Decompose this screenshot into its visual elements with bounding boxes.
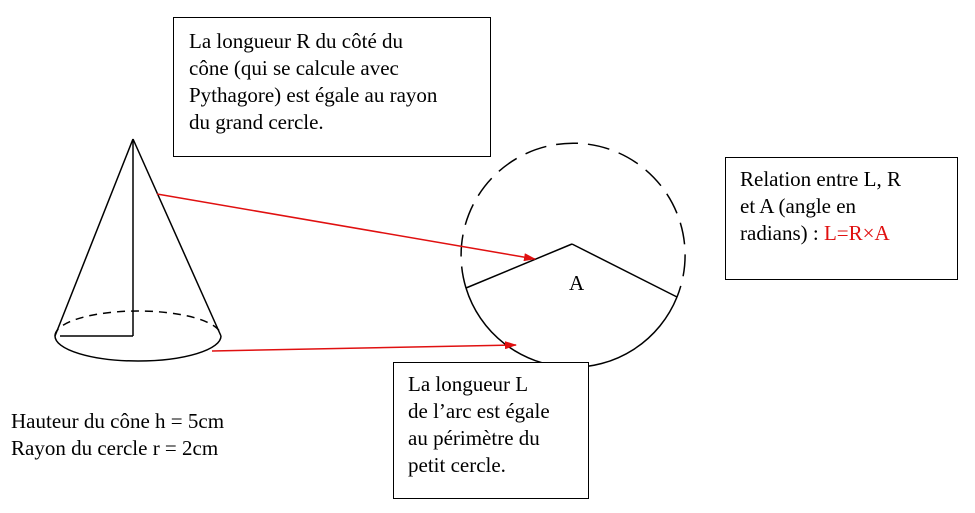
box-l-line: au périmètre du — [408, 426, 540, 450]
box-l-line: petit cercle. — [408, 453, 506, 477]
sector-right-radius — [572, 244, 677, 297]
box-r-line: cône (qui se calcule avec — [189, 56, 399, 80]
large-circle-solid-arc — [466, 288, 677, 367]
relation-box — [725, 157, 958, 280]
arc-length-box — [393, 362, 589, 499]
relation-prefix: radians) : — [740, 221, 824, 245]
cone-height-text: Hauteur du cône h = 5cm — [11, 409, 225, 433]
cone-side-length-box — [173, 17, 491, 157]
cone-base-back-arc — [55, 311, 221, 336]
cone — [55, 139, 221, 361]
relation-line: Relation entre L, R — [740, 167, 901, 191]
relation-last-line — [740, 220, 957, 247]
box-r-line: La longueur R du côté du — [189, 29, 404, 53]
box-l-line: de l’arc est égale — [408, 399, 550, 423]
large-circle — [461, 143, 685, 367]
circle-radius-text: Rayon du cercle r = 2cm — [11, 436, 219, 460]
box-r-line: Pythagore) est égale au rayon — [189, 83, 438, 107]
relation-line: et A (angle en — [740, 194, 857, 218]
cone-left-side — [55, 139, 133, 336]
box-r-line: du grand cercle. — [189, 110, 324, 134]
given-values — [11, 408, 224, 462]
cone-base-front-arc — [55, 336, 221, 361]
arrow-side-to-radius — [157, 194, 535, 259]
cone-right-side — [133, 139, 221, 336]
angle-label: A — [569, 271, 585, 295]
relation-formula: L=R×A — [823, 221, 890, 245]
box-l-line: La longueur L — [408, 372, 529, 396]
arrow-base-to-arc — [212, 345, 516, 351]
